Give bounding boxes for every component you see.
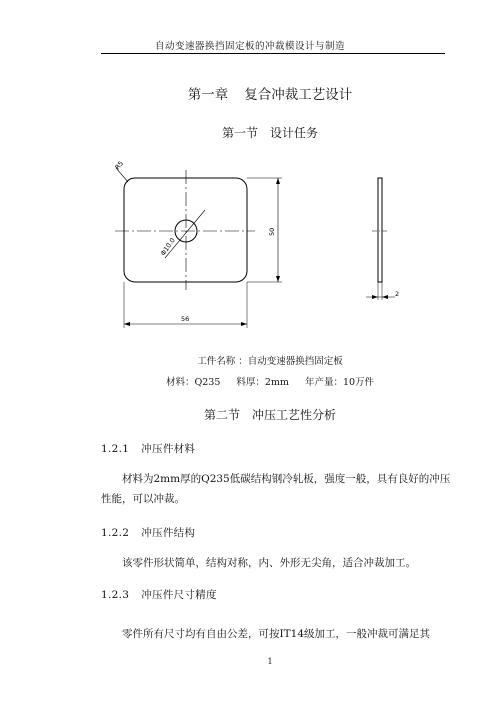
page-number: 1 [267, 657, 273, 666]
subsection-number: 1.2.1 [101, 443, 130, 455]
corner-radius-label: R5 [113, 159, 126, 172]
width-arrow-left [124, 322, 130, 326]
running-header: 自动变速器换挡固定板的冲裁模设计与制造 [154, 41, 345, 52]
section-title: 设计任务 [270, 126, 319, 140]
paragraph: 零件所有尺寸均有自由公差，可按IT14级加工，一般冲裁可满足其 [122, 628, 431, 640]
thickness-label: 2 [395, 290, 400, 298]
section-number: 第一节 [221, 126, 258, 140]
thickness-arrow-left [372, 295, 378, 299]
output-spec: 年产量：10万件 [304, 377, 375, 388]
section-heading-2 [0, 406, 500, 423]
subsection-number: 1.2.2 [101, 527, 130, 539]
thickness-arrow-right [382, 295, 388, 299]
subsection-title: 冲压件材料 [141, 443, 196, 455]
height-arrow-top [276, 178, 280, 184]
subsection-title: 冲压件尺寸精度 [141, 589, 217, 601]
material-spec: 材料：Q235 [165, 377, 221, 388]
width-label: 56 [181, 315, 190, 323]
chapter-title: 复合冲裁工艺设计 [244, 87, 353, 103]
part-name-caption: 工件名称 ：自动变速器换挡固定板 [197, 356, 343, 367]
subsection-heading [101, 525, 195, 540]
section-number: 第二节 [203, 408, 240, 422]
subsection-heading [101, 441, 195, 456]
hole-leader [165, 210, 205, 258]
paragraph: 材料为2mm厚的Q235低碳结构钢冷轧板，强度一般，具有良好的冲压性能，可以冲裁。 [101, 473, 451, 505]
paragraph: 该零件形状简单，结构对称，内、外形无尖角，适合冲裁加工。 [122, 557, 416, 569]
subsection-title: 冲压件结构 [141, 527, 196, 539]
plate-outline [124, 178, 247, 282]
height-label: 50 [268, 227, 276, 236]
spec-caption [0, 374, 500, 388]
width-arrow-right [241, 322, 247, 326]
chapter-number: 第一章 [187, 87, 229, 103]
hole-diameter-label: Φ10.0 [159, 236, 177, 258]
side-view-plate [378, 178, 382, 282]
subsection-heading [101, 587, 217, 602]
section-title: 冲压工艺性分析 [252, 408, 337, 422]
height-arrow-bottom [276, 276, 280, 282]
thickness-spec: 料厚：2mm [236, 377, 289, 388]
subsection-number: 1.2.3 [101, 589, 130, 601]
